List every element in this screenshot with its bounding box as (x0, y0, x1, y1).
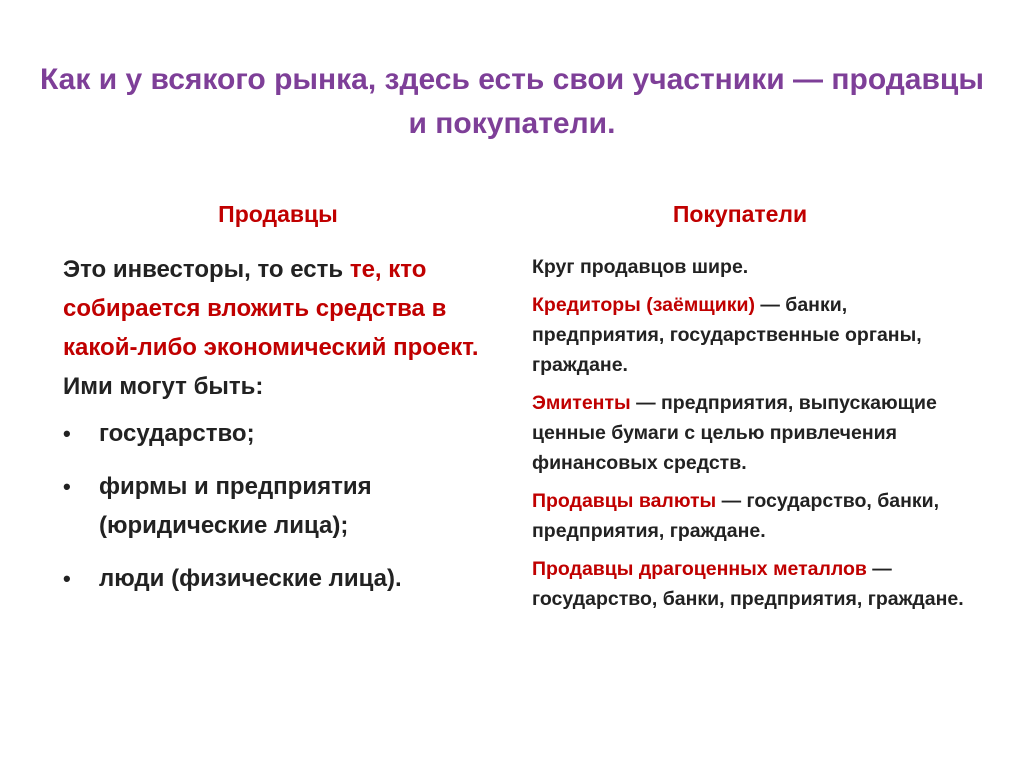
bullet-icon: • (63, 421, 71, 446)
buyers-text: Круг продавцов шире. (532, 256, 749, 278)
buyers-column (532, 252, 982, 622)
buyers-paragraph (532, 388, 982, 478)
list-item-text: государство; (99, 420, 255, 447)
sellers-intro-tail: Ими могут быть: (63, 373, 264, 400)
sellers-intro-plain: Это инвесторы, то есть (63, 256, 350, 283)
buyers-paragraph (532, 554, 982, 614)
buyers-paragraph (532, 486, 982, 546)
sellers-intro (63, 250, 503, 406)
buyers-text: — государство, банки, предприятия, граждане. (532, 490, 940, 542)
bullet-icon: • (63, 566, 71, 591)
buyers-text: — предприятия, выпускающие ценные бумаги с целью привлечения финансовых средств. (532, 392, 937, 474)
slide-title: Как и у всякого рынка, здесь есть свои участники — продавцы и покупатели. (40, 63, 984, 140)
list-item (63, 467, 503, 545)
buyers-text: — государство, банки, предприятия, граждане. (532, 558, 964, 610)
list-item (63, 414, 503, 453)
sellers-heading: Продавцы (218, 201, 338, 227)
list-item (63, 559, 503, 598)
buyers-term: Кредиторы (заёмщики) (532, 294, 755, 316)
sellers-intro-highlight: те, кто собирается вложить средства в какой-либо экономический проект. (63, 256, 479, 361)
bullet-icon: • (63, 474, 71, 499)
list-item-text: фирмы и предприятия (юридические лица); (99, 473, 372, 539)
list-item-text: люди (физические лица). (99, 565, 402, 592)
buyers-heading: Покупатели (672, 201, 808, 227)
buyers-paragraph (532, 290, 982, 380)
sellers-list (63, 414, 503, 598)
buyers-term: Продавцы валюты (532, 490, 717, 512)
buyers-term: Эмитенты (532, 392, 631, 414)
buyers-text: — банки, предприятия, государственные органы, граждане. (532, 294, 922, 376)
sellers-column (63, 250, 503, 612)
buyers-paragraph (532, 252, 982, 282)
buyers-term: Продавцы драгоценных металлов (532, 558, 867, 580)
